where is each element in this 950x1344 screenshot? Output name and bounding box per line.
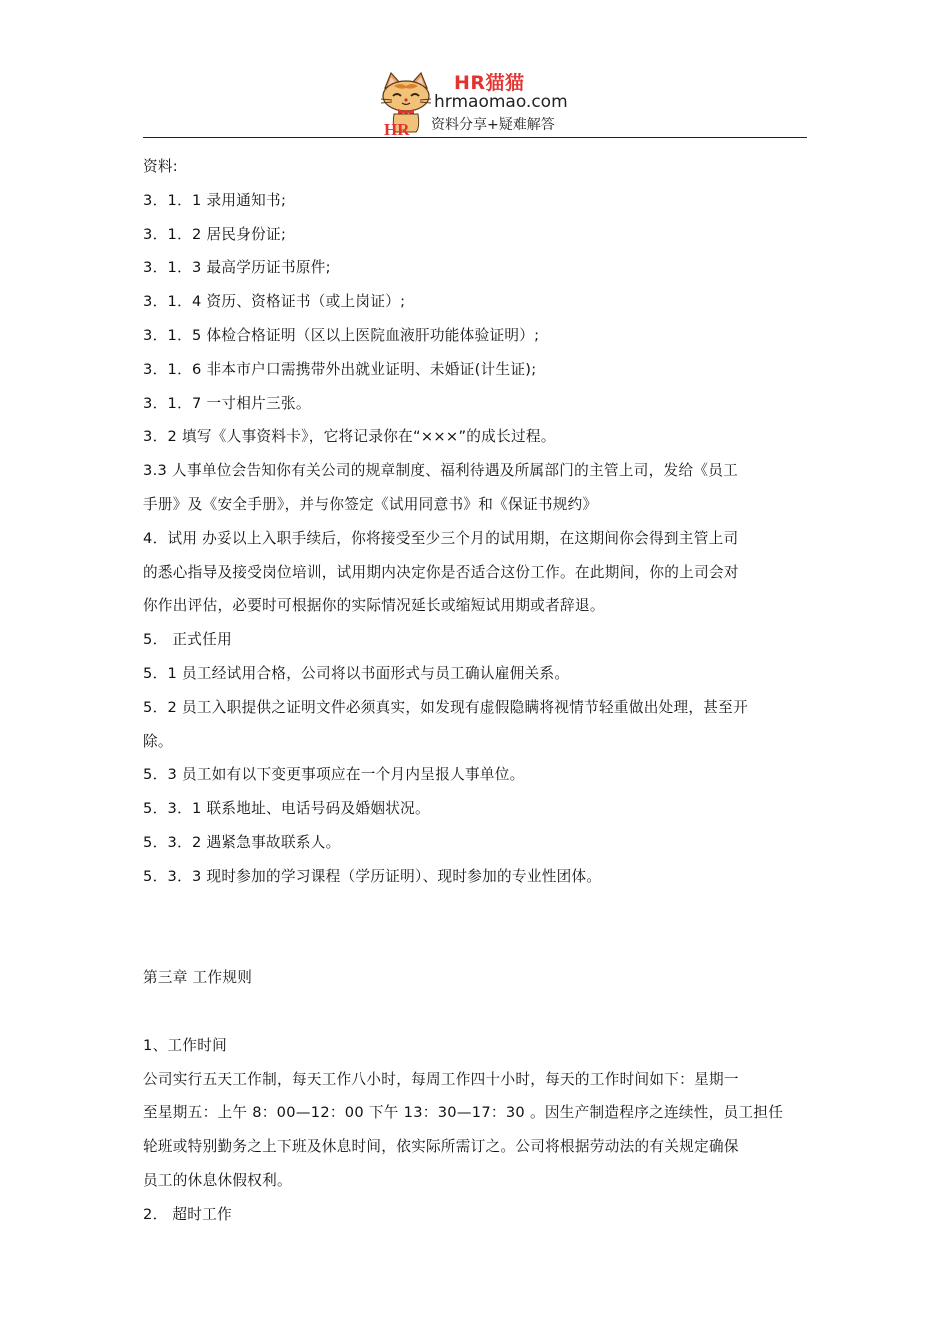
- brand-logo[interactable]: [376, 68, 586, 136]
- text-line: 资料:: [143, 158, 179, 175]
- cat-logo-icon: [376, 72, 436, 136]
- text-line: 3．1．4 资历、资格证书（或上岗证）;: [143, 293, 406, 311]
- text-line: 轮班或特别勤务之上下班及休息时间，依实际所需订之。公司将根据劳动法的有关规定确保: [143, 1138, 739, 1156]
- page-header: [143, 66, 807, 138]
- text-line: 3．1．1 录用通知书;: [143, 191, 287, 209]
- section-heading: 5． 正式任用: [143, 631, 232, 649]
- text-line: 3．2 填写《人事资料卡》，它将记录你在“×××”的成长过程。: [143, 428, 556, 446]
- text-line: 5．3．3 现时参加的学习课程（学历证明）、现时参加的专业性团体。: [143, 867, 602, 885]
- text-line: 5．1 员工经试用合格，公司将以书面形式与员工确认雇佣关系。: [143, 664, 570, 682]
- text-line: 至星期五：上午 8：00—12：00 下午 13：30—17：30 。因生产制造程序之连续性，员工担任: [143, 1104, 784, 1122]
- text-line: 5．3．2 遇紧急事故联系人。: [143, 833, 341, 851]
- text-line: 你作出评估，必要时可根据你的实际情况延长或缩短试用期或者辞退。: [143, 597, 605, 615]
- chapter-title: 第三章 工作规则: [143, 969, 253, 987]
- text-line: 3．1．6 非本市户口需携带外出就业证明、未婚证(计生证);: [143, 360, 537, 378]
- text-line: 手册》及《安全手册》，并与你签定《试用同意书》和《保证书规约》: [143, 495, 598, 513]
- text-line: 3．1．3 最高学历证书原件;: [143, 259, 331, 277]
- section-heading: 1、工作时间: [143, 1036, 228, 1054]
- text-line: 3．1．5 体检合格证明（区以上医院血液肝功能体验证明）;: [143, 326, 540, 344]
- text-line: 3．1．2 居民身份证;: [143, 225, 287, 243]
- text-line: 5．3 员工如有以下变更事项应在一个月内呈报人事单位。: [143, 766, 525, 784]
- header-divider: [143, 137, 807, 138]
- text-line: 5．3．1 联系地址、电话号码及婚姻状况。: [143, 800, 430, 818]
- text-line: 3．1．7 一寸相片三张。: [143, 394, 311, 412]
- brand-site: hrmaomao.com: [434, 92, 568, 112]
- spacer: [143, 894, 809, 962]
- text-line: 3.3 人事单位会告知你有关公司的规章制度、福利待遇及所属部门的主管上司，发给《员工: [143, 462, 739, 480]
- text-line: 4．试用 办妥以上入职手续后，你将接受至少三个月的试用期，在这期间你会得到主管上司: [143, 529, 739, 547]
- section-heading: 2． 超时工作: [143, 1205, 232, 1223]
- logo-letters: HR: [384, 120, 410, 136]
- text-line: 5．2 员工入职提供之证明文件必须真实，如发现有虚假隐瞒将视情节轻重做出处理，甚至开: [143, 698, 748, 716]
- text-line: 员工的休息休假权利。: [143, 1171, 292, 1189]
- spacer: [143, 995, 809, 1029]
- text-line: 除。: [143, 732, 173, 750]
- document-body: [143, 150, 809, 1232]
- text-line: 公司实行五天工作制，每天工作八小时，每周工作四十小时，每天的工作时间如下：星期一: [143, 1070, 739, 1088]
- brand-subtitle: 资料分享+疑难解答: [431, 117, 555, 133]
- brand-title: HR猫猫: [454, 72, 525, 94]
- text-line: 的悉心指导及接受岗位培训，试用期内决定你是否适合这份工作。在此期间，你的上司会对: [143, 563, 739, 581]
